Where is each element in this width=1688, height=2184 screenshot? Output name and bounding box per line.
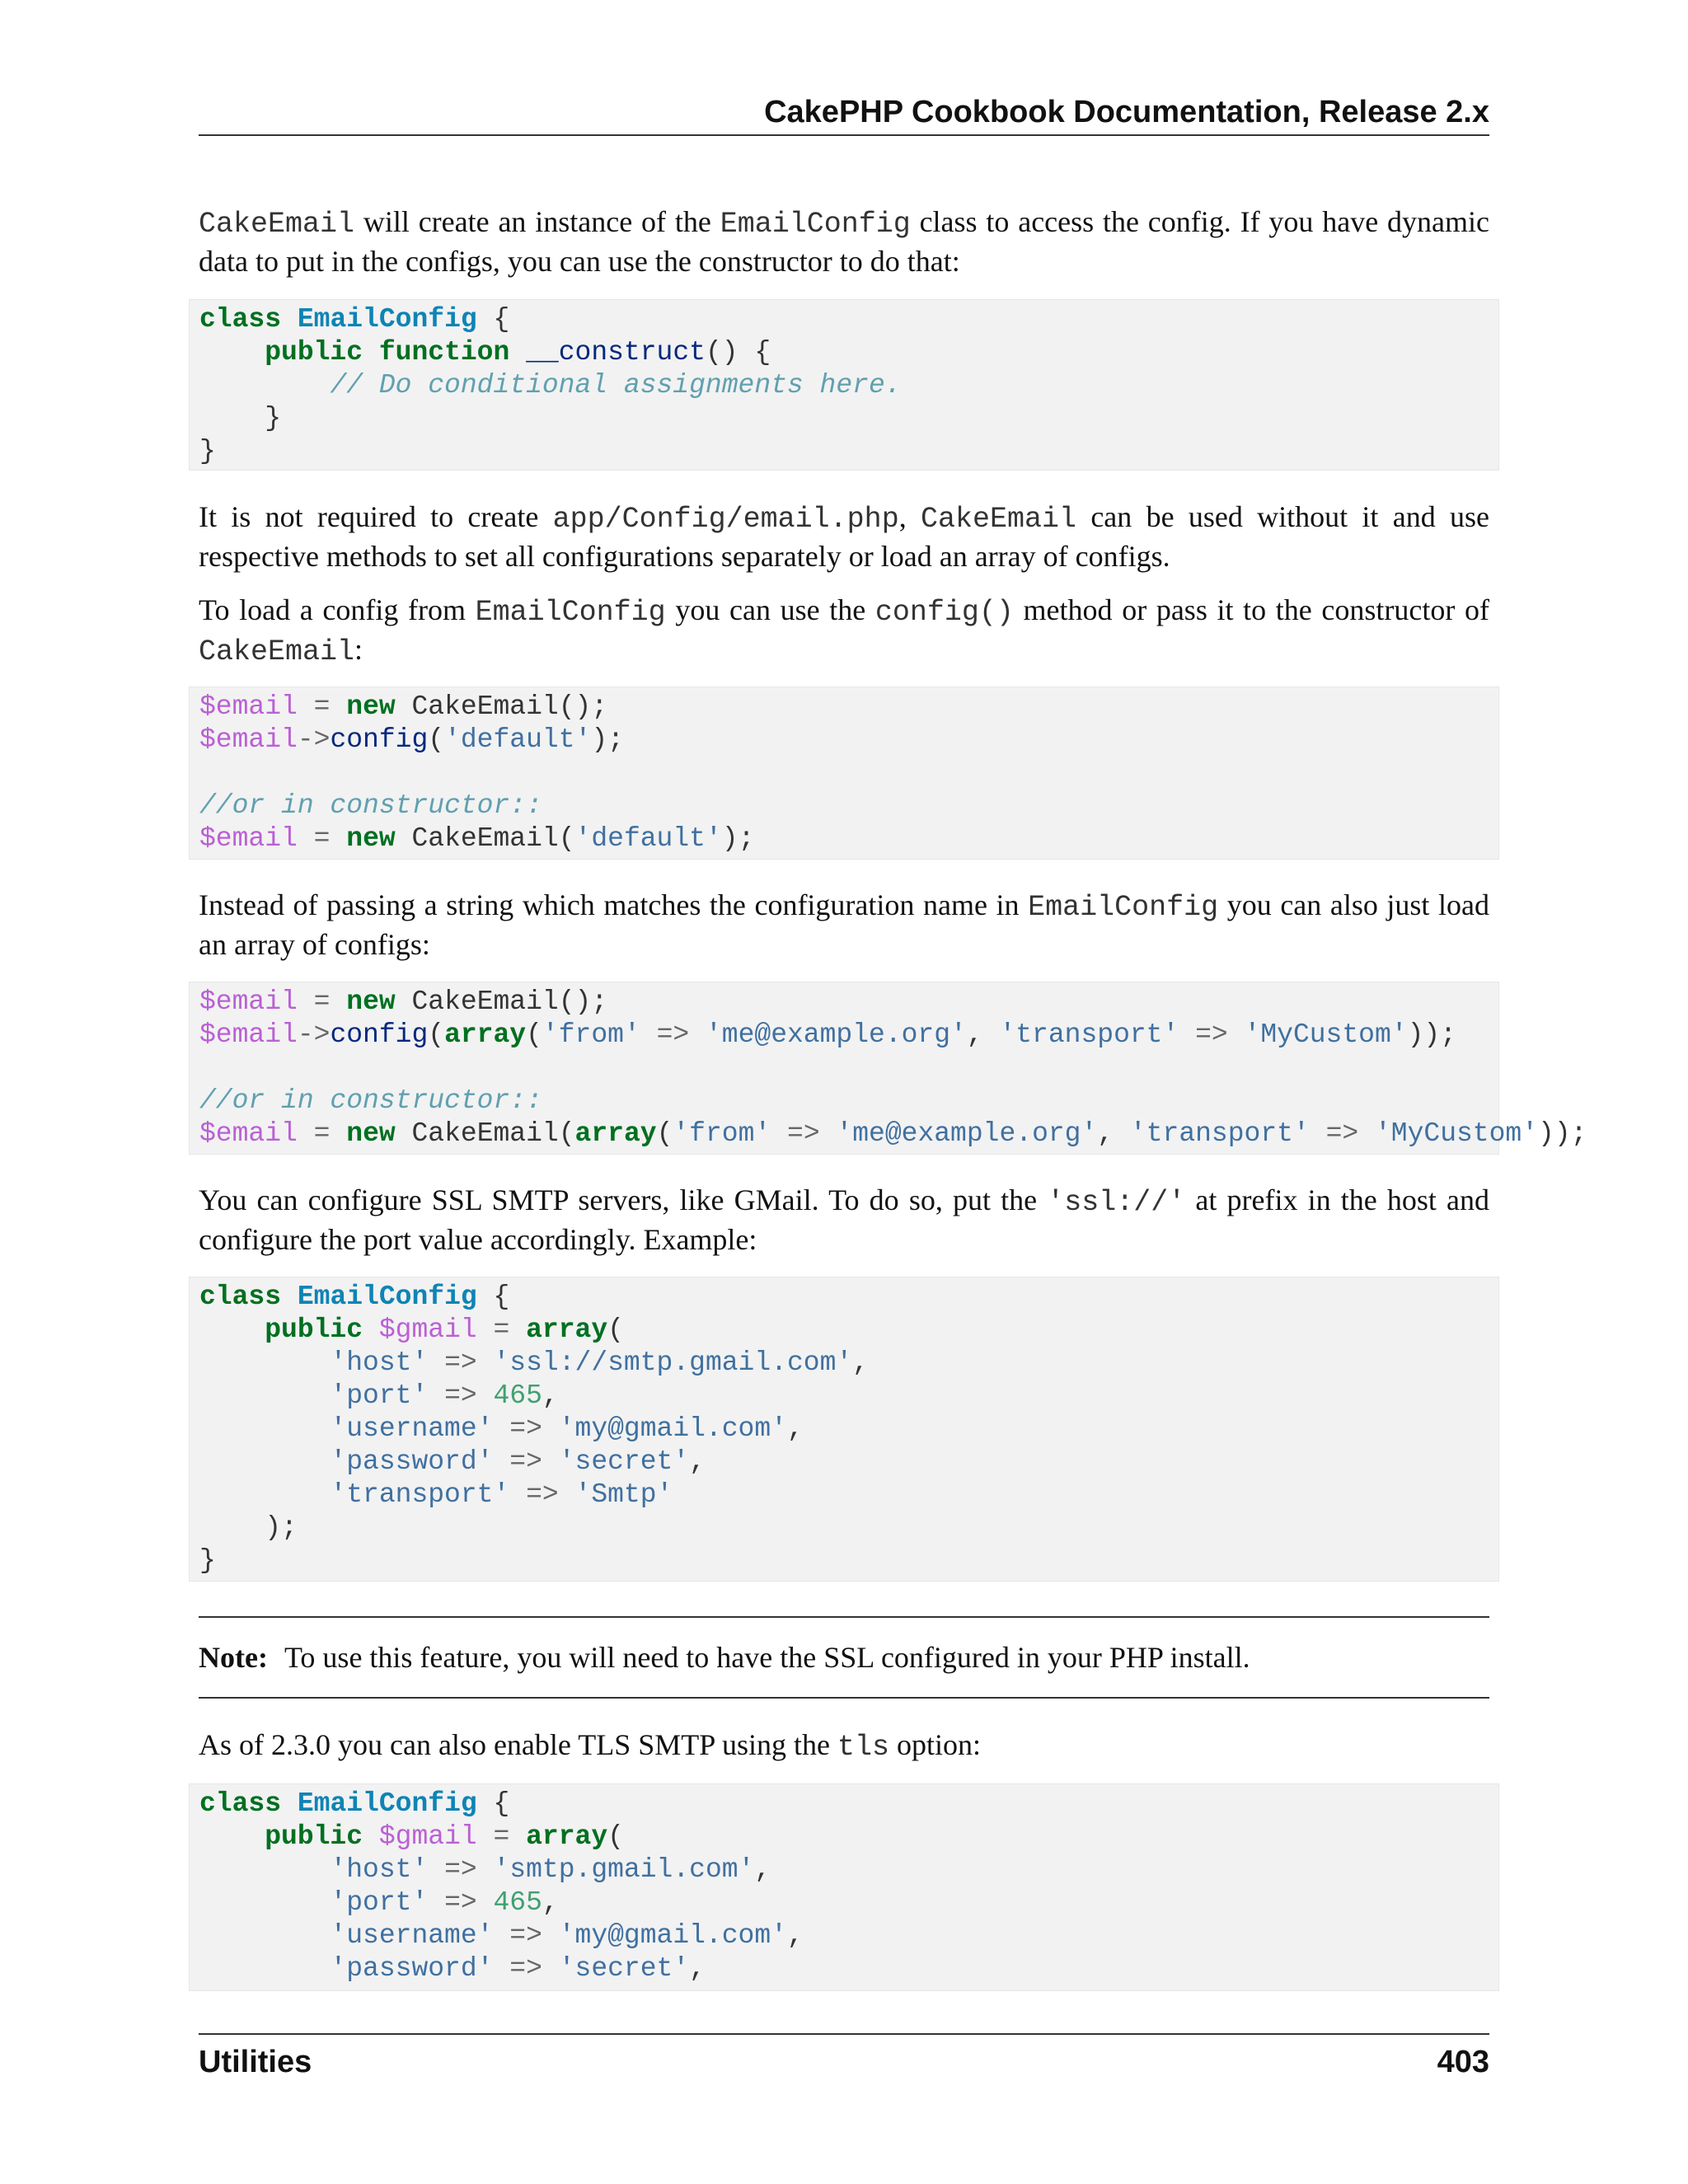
code-token: you can also just load an array of configs:: [199, 888, 1489, 961]
inline-code: EmailConfig: [475, 596, 666, 629]
code-line: [199, 1511, 1498, 1544]
code-token: config: [330, 1019, 429, 1050]
code-token: 'my@gmail.com': [558, 1920, 787, 1951]
code-token: array: [444, 1019, 527, 1050]
code-token: $email: [199, 691, 298, 722]
code-token: can be used without it and use respective methods to set all configurations separately or load an array of configs.: [199, 500, 1489, 573]
code-token: you can use the: [665, 593, 875, 626]
code-token: EmailConfig: [297, 1788, 477, 1819]
code-token: class: [199, 1788, 282, 1819]
code-line: [199, 986, 1498, 1019]
code-token: () {: [705, 337, 771, 368]
code-token: =>: [1325, 1118, 1359, 1149]
inline-code: tls: [837, 1731, 889, 1764]
code-token: =>: [509, 1446, 542, 1477]
code-line: [199, 691, 1498, 724]
code-token: 'me@example.org': [705, 1019, 967, 1050]
code-token: __construct: [526, 337, 706, 368]
code-token: =>: [444, 1347, 477, 1378]
code-line: [199, 303, 1498, 336]
code-token: =>: [444, 1854, 477, 1885]
code-token: 'port': [330, 1380, 429, 1411]
code-token: =>: [656, 1019, 690, 1050]
note-top-rule: [199, 1616, 1489, 1618]
code-token: 'MyCustom': [1244, 1019, 1408, 1050]
code-token: CakeEmail();: [395, 691, 608, 722]
code-token: =>: [444, 1887, 477, 1918]
code-token: (: [428, 724, 445, 755]
note-label: Note:: [199, 1641, 268, 1674]
code-token: Instead of passing a string which matches the configuration name in: [199, 888, 1029, 921]
paragraph-array-config: [199, 887, 1489, 963]
code-token: }: [199, 436, 216, 466]
code-token: 465: [493, 1887, 542, 1918]
inline-code: config(): [874, 596, 1014, 629]
code-token: {: [476, 304, 510, 335]
code-token: ,: [689, 1953, 706, 1984]
code-token: // Do conditional assignments here.: [330, 370, 902, 401]
code-token: new: [346, 1118, 396, 1149]
code-token: EmailConfig: [297, 304, 477, 335]
code-token: ,: [754, 1854, 771, 1885]
code-token: =>: [444, 1380, 477, 1411]
code-token: CakeEmail(: [395, 1118, 575, 1149]
code-token: ,: [852, 1347, 869, 1378]
inline-code: EmailConfig: [1028, 891, 1219, 924]
code-line: [199, 1380, 1498, 1413]
code-token: 'password': [330, 1953, 494, 1984]
code-token: class: [199, 1282, 282, 1312]
code-token: 'secret': [558, 1446, 690, 1477]
code-token: ));: [1407, 1019, 1456, 1050]
code-token: ,: [1097, 1118, 1130, 1149]
code-token: 465: [493, 1380, 542, 1411]
code-token: config: [330, 724, 429, 755]
code-token: $gmail: [378, 1821, 477, 1852]
code-token: $email: [199, 724, 298, 755]
code-block-ssl-config: [189, 1277, 1499, 1582]
code-line: [199, 435, 1498, 468]
code-token: (: [428, 1019, 445, 1050]
footer-rule: [199, 2033, 1489, 2035]
code-token: 'transport': [1129, 1118, 1310, 1149]
code-token: ,: [689, 1446, 706, 1477]
inline-code: app/Config/email.php: [552, 503, 899, 536]
code-token: =>: [787, 1118, 820, 1149]
code-token: =>: [509, 1413, 542, 1444]
code-line: [199, 823, 1498, 855]
code-token: =: [313, 823, 331, 854]
code-token: 'from': [542, 1019, 640, 1050]
code-line: [199, 1413, 1498, 1446]
code-token: It is not required to create: [199, 500, 553, 533]
code-token: array: [526, 1315, 608, 1345]
code-line: [199, 1118, 1587, 1151]
paragraph-load-config: [199, 592, 1489, 671]
code-token: new: [346, 987, 396, 1017]
code-token: CakeEmail(: [395, 823, 575, 854]
inline-code: CakeEmail: [199, 208, 355, 241]
code-token: new: [346, 691, 396, 722]
code-token: $email: [199, 987, 298, 1017]
code-token: array: [526, 1821, 608, 1852]
note-text: To use this feature, you will need to have the SSL configured in your PHP install.: [284, 1641, 1250, 1674]
paragraph-not-required: [199, 499, 1489, 575]
code-token: ->: [297, 1019, 331, 1050]
code-token: 'transport': [999, 1019, 1179, 1050]
code-line: [199, 1314, 1498, 1347]
code-token: $email: [199, 1019, 298, 1050]
code-token: );: [591, 724, 624, 755]
inline-code: CakeEmail: [921, 503, 1077, 536]
code-token: array: [574, 1118, 657, 1149]
header-rule: [199, 134, 1489, 136]
paragraph-ssl: [199, 1182, 1489, 1258]
code-line: [199, 1446, 1498, 1479]
code-token: ,: [542, 1380, 559, 1411]
code-token: =: [493, 1821, 510, 1852]
code-line: [199, 1952, 1498, 1985]
code-token: public: [265, 1821, 363, 1852]
inline-code: 'ssl://': [1047, 1186, 1186, 1219]
code-line: [199, 1886, 1498, 1919]
code-token: CakeEmail();: [395, 987, 608, 1017]
code-token: 'username': [330, 1413, 494, 1444]
code-token: 'host': [330, 1854, 429, 1885]
code-token: To load a config from: [199, 593, 476, 626]
code-block-tls-config: [189, 1783, 1499, 1991]
code-line: [199, 757, 1498, 790]
code-token: }: [199, 1545, 216, 1576]
code-token: public: [265, 337, 363, 368]
code-token: (: [607, 1821, 624, 1852]
code-token: 'smtp.gmail.com': [493, 1854, 755, 1885]
code-line: [199, 1788, 1498, 1821]
code-line: [199, 1821, 1498, 1854]
code-line: [199, 1019, 1498, 1052]
code-token: ));: [1538, 1118, 1587, 1149]
code-token: =>: [526, 1479, 559, 1510]
code-token: (: [526, 1019, 542, 1050]
code-token: ,: [542, 1887, 559, 1918]
inline-code: CakeEmail: [199, 635, 355, 668]
code-line: [199, 1854, 1498, 1886]
code-token: 'transport': [330, 1479, 510, 1510]
code-token: class: [199, 304, 282, 335]
code-token: 'MyCustom': [1374, 1118, 1539, 1149]
code-token: at prefix in the host and configure the port value accordingly. Example:: [199, 1183, 1489, 1256]
code-token: );: [721, 823, 755, 854]
code-token: ,: [786, 1413, 804, 1444]
code-token: (: [607, 1315, 624, 1345]
code-block-constructor: [189, 299, 1499, 471]
code-token: }: [265, 403, 282, 434]
code-token: 'me@example.org': [836, 1118, 1098, 1149]
code-token: 'Smtp': [574, 1479, 673, 1510]
paragraph-intro: [199, 204, 1489, 280]
footer-page-number: 403: [1437, 2045, 1489, 2079]
footer-section-title: Utilities: [199, 2045, 312, 2079]
code-line: [199, 1052, 1498, 1085]
code-token: 'username': [330, 1920, 494, 1951]
code-token: option:: [889, 1728, 981, 1761]
code-line: [199, 1347, 1498, 1380]
code-line: [199, 724, 1498, 757]
code-token: method or pass it to the constructor of: [1013, 593, 1489, 626]
code-token: 'from': [673, 1118, 771, 1149]
code-token: =: [493, 1315, 510, 1345]
code-token: As of 2.3.0 you can also enable TLS SMTP using the: [199, 1728, 837, 1761]
code-token: =>: [509, 1953, 542, 1984]
code-token: $email: [199, 823, 298, 854]
code-token: 'default': [444, 724, 592, 755]
code-line: [199, 1919, 1498, 1952]
code-token: =>: [509, 1920, 542, 1951]
code-token: will create an instance of the: [354, 205, 720, 238]
code-token: 'host': [330, 1347, 429, 1378]
running-header: CakePHP Cookbook Documentation, Release 2.x: [764, 95, 1489, 129]
code-token: $email: [199, 1118, 298, 1149]
code-token: 'port': [330, 1887, 429, 1918]
inline-code: EmailConfig: [720, 208, 911, 241]
code-token: class to access the config. If you have dynamic data to put in the configs, you can use the constructor to do that:: [199, 205, 1489, 278]
code-line: [199, 402, 1498, 435]
note-bottom-rule: [199, 1697, 1489, 1699]
code-token: :: [354, 633, 363, 666]
code-line: [199, 336, 1498, 369]
code-token: function: [378, 337, 510, 368]
code-token: =: [313, 1118, 331, 1149]
code-token: ,: [898, 500, 921, 533]
code-token: public: [265, 1315, 363, 1345]
code-line: [199, 1544, 1498, 1577]
code-token: =: [313, 987, 331, 1017]
code-token: 'default': [574, 823, 722, 854]
code-token: ->: [297, 724, 331, 755]
code-token: 'my@gmail.com': [558, 1413, 787, 1444]
code-token: new: [346, 823, 396, 854]
note-box: [199, 1639, 1489, 1676]
code-token: 'secret': [558, 1953, 690, 1984]
code-line: [199, 790, 1498, 823]
code-token: );: [265, 1512, 298, 1543]
code-token: 'password': [330, 1446, 494, 1477]
code-line: [199, 1479, 1498, 1511]
code-token: //or in constructor::: [199, 1085, 542, 1116]
code-token: EmailConfig: [297, 1282, 477, 1312]
code-token: =>: [1195, 1019, 1228, 1050]
code-token: (: [656, 1118, 673, 1149]
code-token: 'ssl://smtp.gmail.com': [493, 1347, 853, 1378]
code-line: [199, 1085, 1498, 1118]
code-block-load-config: [189, 687, 1499, 860]
code-token: {: [476, 1788, 510, 1819]
code-token: ,: [786, 1920, 804, 1951]
code-token: //or in constructor::: [199, 790, 542, 821]
paragraph-tls: [199, 1727, 1489, 1766]
code-line: [199, 369, 1498, 402]
code-token: =: [313, 691, 331, 722]
code-token: ,: [966, 1019, 1000, 1050]
code-line: [199, 1281, 1498, 1314]
code-token: $gmail: [378, 1315, 477, 1345]
code-token: You can configure SSL SMTP servers, like GMail. To do so, put the: [199, 1183, 1048, 1216]
code-block-array-config: [189, 982, 1587, 1155]
code-token: {: [476, 1282, 510, 1312]
